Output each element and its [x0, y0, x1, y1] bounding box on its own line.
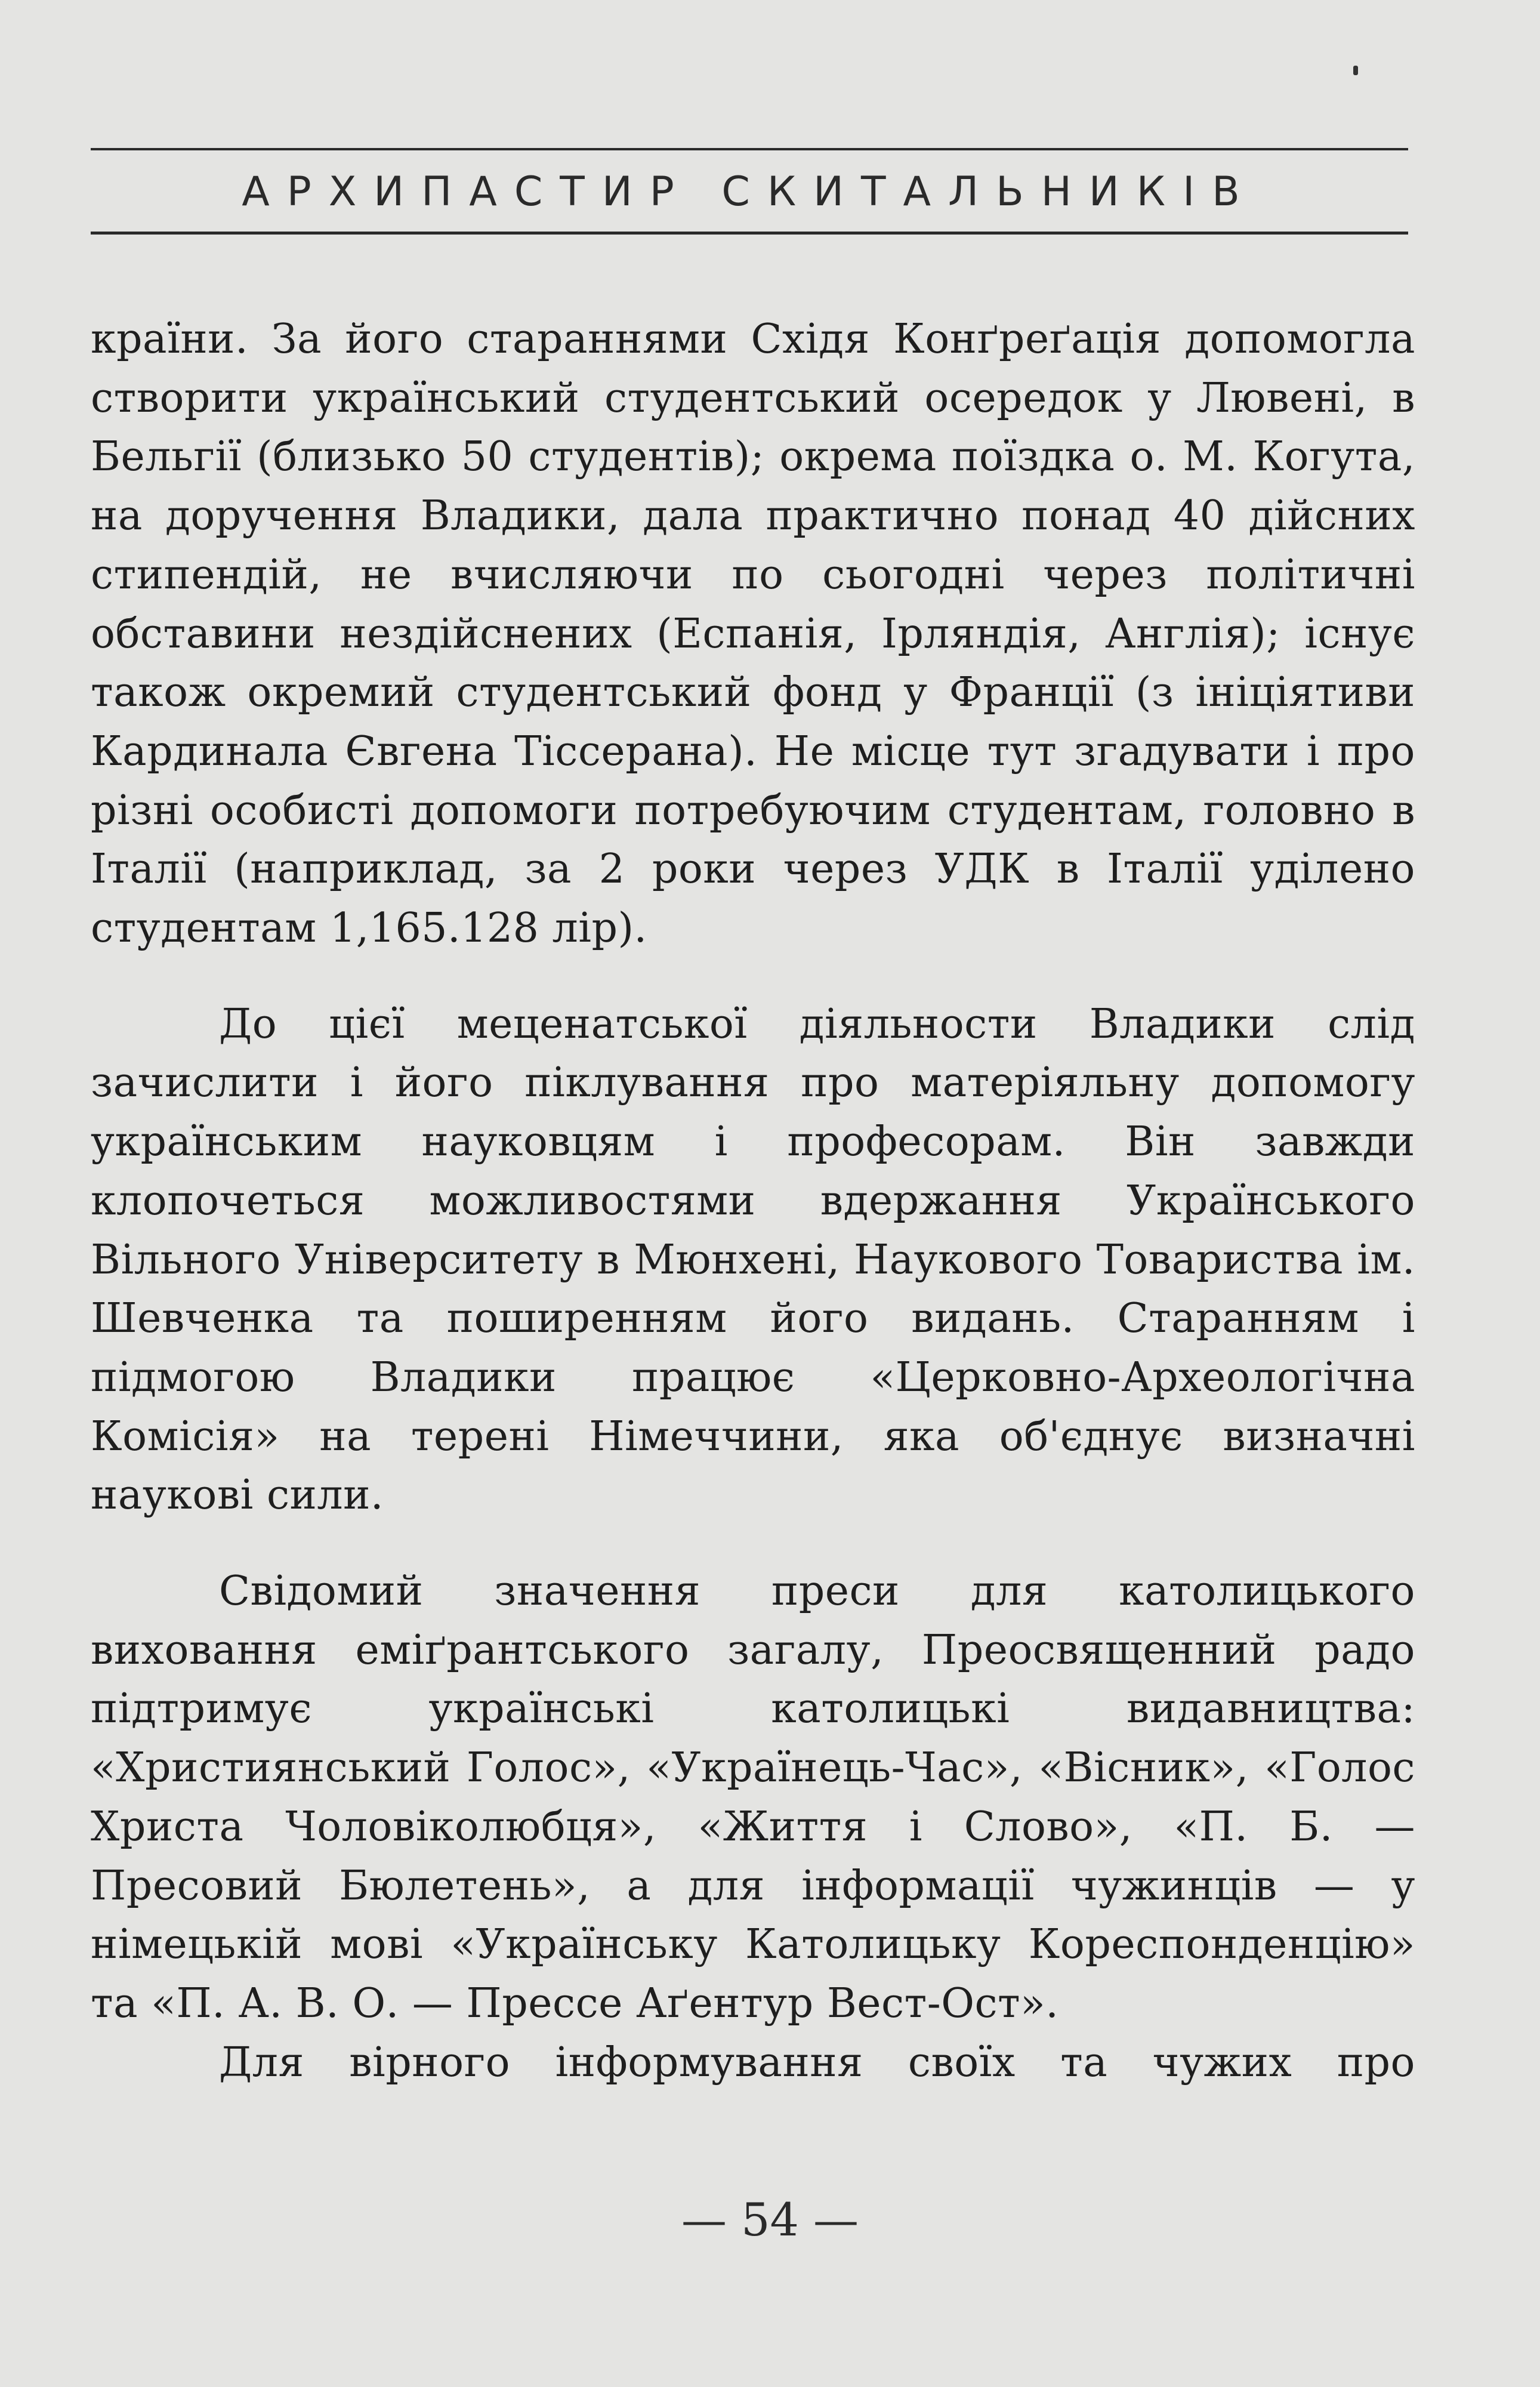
- paragraph-1: країни. За його стараннями Східя Конґреґація допомогла створити український студентський осередок у Лювені, в Бельгії (близько 50 студентів); окрема поїздка о. М. Когута, на доручення Владики, дала практично понад 40 дійсних стипендій, не вчисляючи по сьогодні через політичні обставини нездійснених (Еспанія, Ірляндія, Англія); існує також окремий студентський фонд у Франції (з ініціятиви Кардинала Євгена Тіссерана). Не місце тут згадувати і про різні особисті допомоги потребуючим студентам, головно в Італії (наприклад, за 2 роки через УДК в Італії уділено студентам 1,165.128 лір).: [91, 316, 1415, 952]
- body-text: [91, 310, 1415, 2092]
- paragraph-3: Свідомий значення преси для католицького виховання еміґрантського загалу, Преосвященний радо підтримує українські католицькі видавництва: «Християнський Голос», «Українець-Час», «Вісник», «Голос Христа Чоловіколюбця», «Життя і Слово», «П. Б. — Пресовий Бюлетень», а для інформації чужинців — у німецькій мові «Українську Католицьку Кореспонденцію» та «П. А. В. О. — Прессе Аґентур Вест-Ост».: [91, 1568, 1415, 2027]
- ink-speck: [1353, 66, 1358, 75]
- header-top-rule: [91, 148, 1408, 150]
- page-number: — 54 —: [681, 2193, 859, 2246]
- paragraph-2: До цієї меценатської діяльности Владики слід зачислити і його піклування про матеріяльну допомогу українським науковцям і професорам. Він завжди клопочеться можливостями вдержання Українського Вільного Університету в Мюнхені, Наукового Товариства ім. Шевченка та поширенням його видань. Старанням і підмогою Владики працює «Церковно-Археологічна Комісія» на терені Німеччини, яка об'єднує визначні наукові сили.: [91, 1000, 1415, 1519]
- running-title: АРХИПАСТИР СКИТАЛЬНИКІВ: [242, 168, 1257, 215]
- header-bottom-rule: [91, 232, 1408, 235]
- paragraph-4: Для вірного інформування своїх та чужих про: [219, 2038, 1415, 2086]
